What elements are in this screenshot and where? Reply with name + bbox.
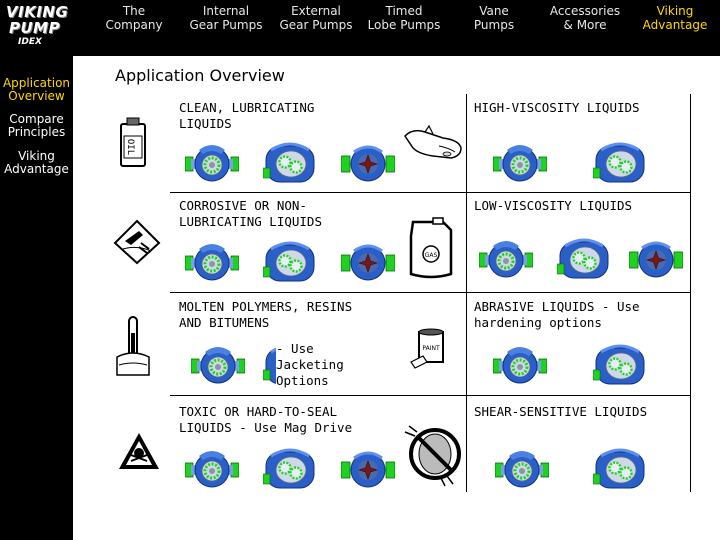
thermometer-icon [115, 315, 151, 377]
nav-timed-lobe-pumps[interactable]: Timed Lobe Pumps [367, 4, 441, 32]
external-gear-pump-icon [263, 446, 317, 492]
external-gear-pump-icon [593, 342, 647, 388]
fuel-tank-icon [403, 216, 459, 280]
nav-viking-advantage[interactable]: Viking Advantage [642, 4, 708, 32]
cell-corrosive [179, 198, 322, 230]
external-gear-pump-icon [593, 140, 647, 186]
cell-abrasive [474, 299, 640, 331]
nav-vane-pumps[interactable]: Vane Pumps [473, 4, 515, 32]
viking-pump-logo[interactable] [0, 0, 73, 56]
corrosive-icon [113, 219, 161, 265]
external-gear-pump-icon [263, 239, 317, 285]
vane-pump-icon [341, 140, 395, 186]
oil-can-icon [119, 116, 149, 168]
internal-gear-pump-icon [479, 236, 533, 282]
cell-label: HIGH-VISCOSITY LIQUIDS [474, 100, 640, 115]
external-gear-pump-icon [593, 446, 647, 492]
logo-line-2: PUMP [9, 19, 61, 37]
sidebar-item-application-overview[interactable]: Application Overview [2, 76, 71, 103]
nav-external-gear-pumps[interactable]: External Gear Pumps [279, 4, 353, 32]
internal-gear-pump-icon [185, 239, 239, 285]
glove-icon [403, 124, 467, 162]
cell-label: TOXIC OR HARD-TO-SEAL LIQUIDS - Use Mag Drive [179, 404, 353, 435]
nav-internal-gear-pumps[interactable]: Internal Gear Pumps [189, 4, 263, 32]
logo-line-1: VIKING [6, 3, 69, 21]
external-gear-pump-icon [557, 236, 611, 282]
cell-molten-polymers [179, 299, 352, 331]
cell-toxic [179, 404, 352, 436]
grid-divider [170, 192, 690, 193]
cell-label: ABRASIVE LIQUIDS - Use hardening options [474, 299, 640, 330]
internal-gear-pump-icon [185, 140, 239, 186]
sidebar-item-compare-principles[interactable]: Compare Principles [7, 112, 66, 139]
nav-accessories-more[interactable]: Accessories & More [549, 4, 621, 32]
vane-pump-icon [341, 239, 395, 285]
cell-label: MOLTEN POLYMERS, RESINS AND BITUMENS [179, 299, 353, 330]
cell-label: LOW-VISCOSITY LIQUIDS [474, 198, 633, 213]
vane-pump-icon [341, 446, 395, 492]
internal-gear-pump-icon [495, 446, 549, 492]
cell-clean-lubricating [179, 100, 314, 132]
cell-label: CORROSIVE OR NON- LUBRICATING LIQUIDS [179, 198, 322, 229]
cell-shear-sensitive [474, 404, 647, 420]
internal-gear-pump-icon [493, 140, 547, 186]
grid-divider [170, 292, 690, 293]
no-shear-icon [401, 418, 467, 488]
main-content [73, 56, 720, 540]
svg-text:PAINT: PAINT [422, 345, 440, 352]
logo-line-3: IDEX [18, 37, 42, 47]
toxic-icon [117, 431, 161, 471]
grid-divider [690, 94, 691, 492]
cell-label: SHEAR-SENSITIVE LIQUIDS [474, 404, 648, 419]
sidebar [0, 56, 73, 540]
internal-gear-pump-icon [191, 342, 245, 388]
jacketing-note [276, 341, 344, 389]
grid-divider [170, 395, 690, 396]
svg-text:GAS: GAS [424, 252, 438, 259]
cell-low-viscosity [474, 198, 632, 214]
jacketing-note-text: - Use Jacketing Options [276, 341, 344, 388]
internal-gear-pump-icon [185, 446, 239, 492]
paint-can-icon [409, 328, 449, 370]
external-gear-pump-icon [263, 140, 317, 186]
vane-pump-icon [629, 236, 683, 282]
nav-the-company[interactable]: The Company [105, 4, 163, 32]
sidebar-item-viking-advantage[interactable]: Viking Advantage [4, 149, 69, 176]
cell-label: CLEAN, LUBRICATING LIQUIDS [179, 100, 315, 131]
internal-gear-pump-icon [493, 342, 547, 388]
page-title: Application Overview [115, 66, 285, 85]
svg-text:OIL: OIL [125, 138, 135, 156]
cell-high-viscosity [474, 100, 640, 116]
